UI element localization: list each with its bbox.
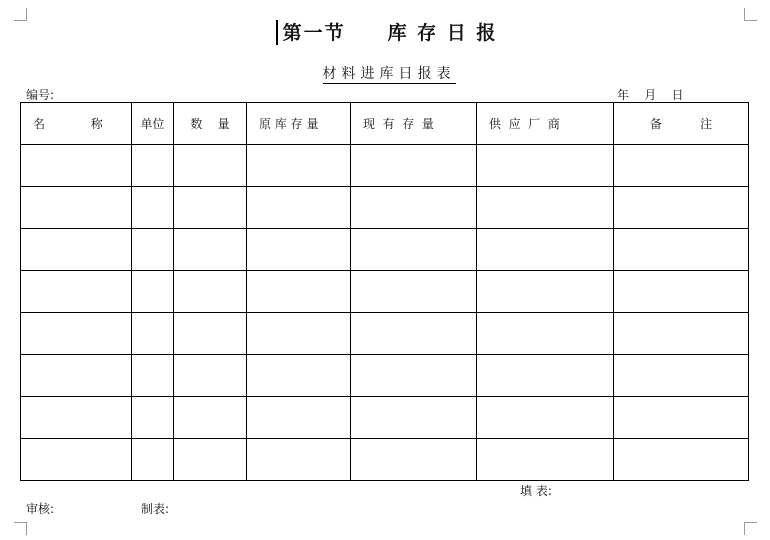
review-label[interactable]: 审核: <box>26 502 55 516</box>
table-cell[interactable] <box>247 271 351 313</box>
table-cell[interactable] <box>614 355 749 397</box>
table-cell[interactable] <box>132 145 174 187</box>
col-header-remarks[interactable]: 备 注 <box>614 103 749 145</box>
table-cell[interactable] <box>477 229 614 271</box>
col-header-supplier[interactable]: 供 应 厂 商 <box>477 103 614 145</box>
table-cell[interactable] <box>21 355 132 397</box>
table-cell[interactable] <box>247 145 351 187</box>
table-cell[interactable] <box>614 439 749 481</box>
table-cell[interactable] <box>351 145 477 187</box>
table-cell[interactable] <box>247 187 351 229</box>
table-cell[interactable] <box>174 187 247 229</box>
table-row <box>21 271 749 313</box>
table-cell[interactable] <box>351 439 477 481</box>
subtitle-text[interactable]: 材料进库日报表 <box>322 66 456 82</box>
serial-number-label[interactable]: 编号: <box>26 88 55 102</box>
table-cell[interactable] <box>477 313 614 355</box>
fill-form-label[interactable]: 填 表: <box>520 484 552 498</box>
table-body <box>21 145 749 481</box>
table-header-row <box>21 103 749 145</box>
table-cell[interactable] <box>247 229 351 271</box>
page-corner-mark <box>14 522 27 535</box>
table-cell[interactable] <box>614 313 749 355</box>
table-row <box>21 145 749 187</box>
table-cell[interactable] <box>132 355 174 397</box>
table-cell[interactable] <box>21 439 132 481</box>
table-cell[interactable] <box>247 355 351 397</box>
table-cell[interactable] <box>351 229 477 271</box>
table-row <box>21 313 749 355</box>
page-corner-mark <box>744 522 757 535</box>
document-title[interactable]: 第一节 库 存 日 报 <box>282 22 498 44</box>
table-cell[interactable] <box>614 145 749 187</box>
table-row <box>21 439 749 481</box>
col-header-unit[interactable]: 单位 <box>132 103 174 145</box>
table-cell[interactable] <box>351 355 477 397</box>
table-cell[interactable] <box>132 313 174 355</box>
table-cell[interactable] <box>477 439 614 481</box>
table-cell[interactable] <box>614 397 749 439</box>
table-cell[interactable] <box>21 145 132 187</box>
table-row <box>21 397 749 439</box>
table-cell[interactable] <box>21 397 132 439</box>
table-cell[interactable] <box>21 313 132 355</box>
table-cell[interactable] <box>21 271 132 313</box>
prepared-by-label[interactable]: 制表: <box>141 502 170 516</box>
table-cell[interactable] <box>174 271 247 313</box>
table-row <box>21 229 749 271</box>
table-cell[interactable] <box>174 313 247 355</box>
table-cell[interactable] <box>247 439 351 481</box>
table-cell[interactable] <box>132 397 174 439</box>
table-cell[interactable] <box>21 187 132 229</box>
table-row <box>21 355 749 397</box>
table-cell[interactable] <box>174 355 247 397</box>
table-cell[interactable] <box>132 187 174 229</box>
table-cell[interactable] <box>477 271 614 313</box>
table-cell[interactable] <box>351 187 477 229</box>
table-cell[interactable] <box>174 145 247 187</box>
report-table <box>20 102 749 481</box>
table-cell[interactable] <box>132 271 174 313</box>
table-cell[interactable] <box>477 187 614 229</box>
table-cell[interactable] <box>477 355 614 397</box>
table-cell[interactable] <box>614 229 749 271</box>
table-cell[interactable] <box>247 397 351 439</box>
table-cell[interactable] <box>477 145 614 187</box>
col-header-quantity[interactable]: 数 量 <box>174 103 247 145</box>
document-subtitle[interactable] <box>0 63 770 83</box>
table-cell[interactable] <box>174 229 247 271</box>
table-cell[interactable] <box>21 229 132 271</box>
col-header-current-stock[interactable]: 现 有 存 量 <box>351 103 477 145</box>
col-header-original-stock[interactable]: 原 库 存 量 <box>247 103 351 145</box>
table-cell[interactable] <box>351 271 477 313</box>
table-cell[interactable] <box>351 313 477 355</box>
table-cell[interactable] <box>614 271 749 313</box>
table-cell[interactable] <box>477 397 614 439</box>
table-cell[interactable] <box>132 439 174 481</box>
table-cell[interactable] <box>351 397 477 439</box>
table-cell[interactable] <box>174 397 247 439</box>
table-cell[interactable] <box>247 313 351 355</box>
table-row <box>21 187 749 229</box>
date-label[interactable]: 年 月 日 <box>617 88 684 102</box>
table-cell[interactable] <box>132 229 174 271</box>
table-cell[interactable] <box>174 439 247 481</box>
col-header-name[interactable]: 名 称 <box>21 103 132 145</box>
table-cell[interactable] <box>614 187 749 229</box>
